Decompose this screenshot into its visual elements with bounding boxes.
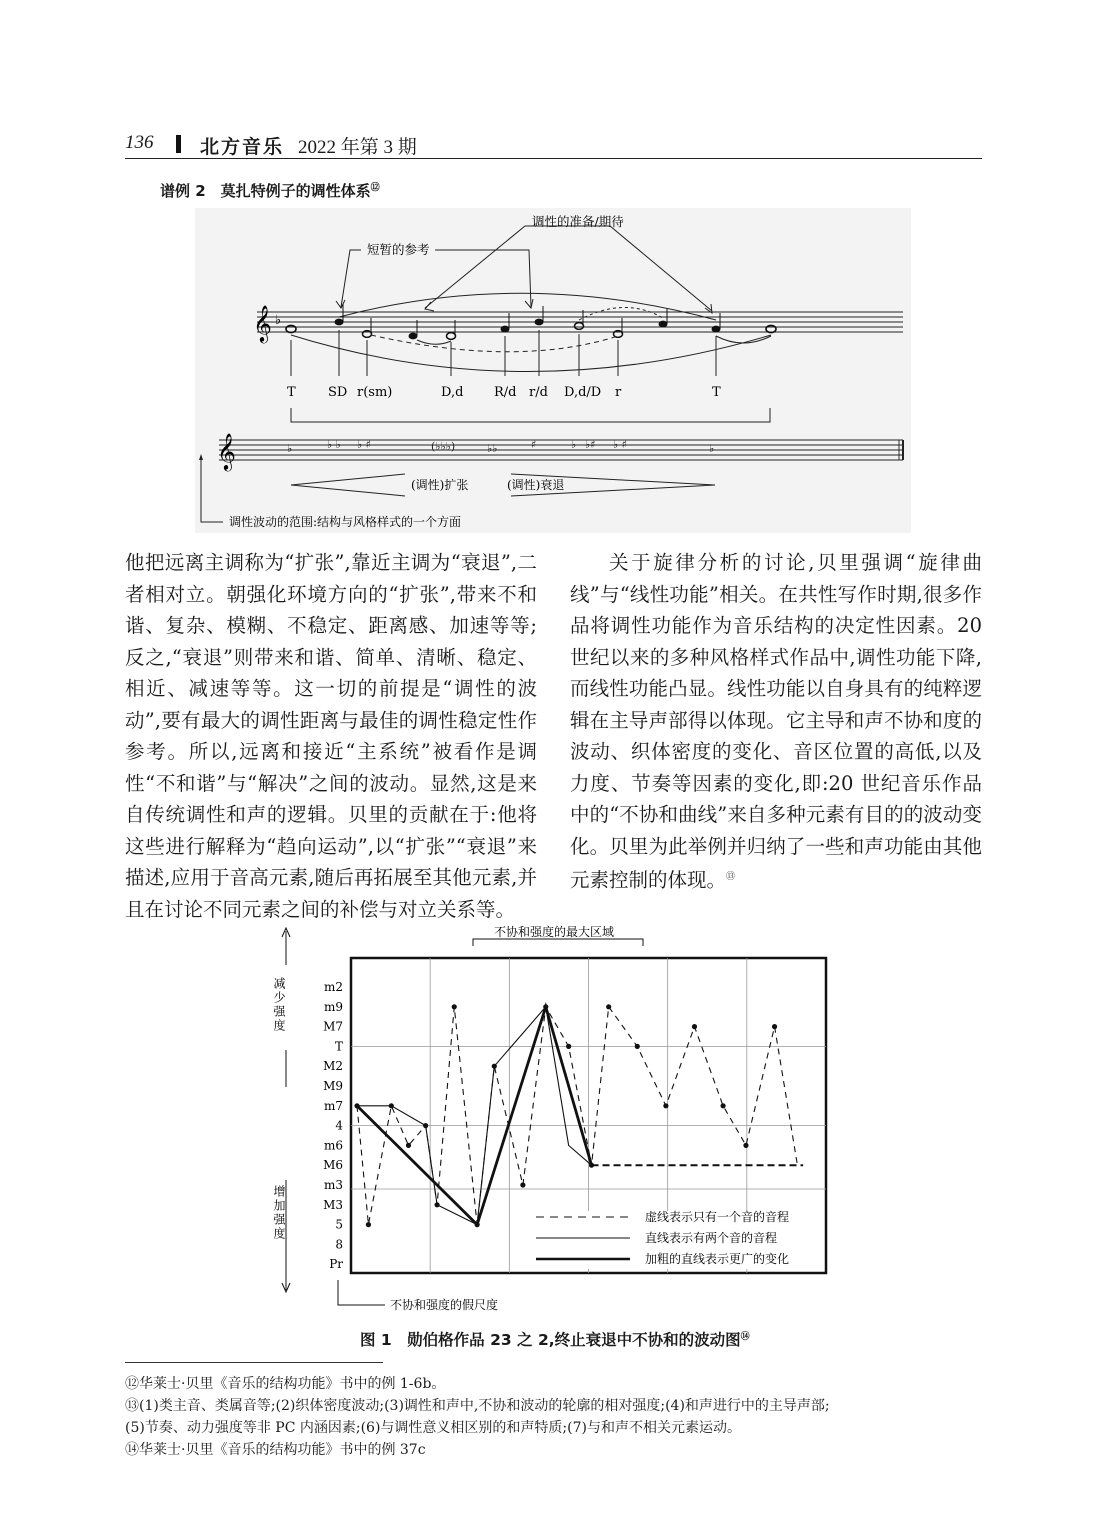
svg-text:♭: ♭ [571,438,577,451]
y-tick-label: M7 [323,1019,343,1034]
function-label: r [615,385,622,400]
data-point [452,1004,457,1009]
y-tick-label: M6 [323,1158,343,1173]
function-label: r(sm) [357,385,393,400]
example-caption-text: 谱例 2 莫扎特例子的调性体系 [160,182,371,200]
function-label: T [712,385,721,400]
footnote: ⑬(1)类主音、类属音等;(2)织体密度波动;(3)调性和声中,不协和波动的轮廓的相对强度;(4)和声进行中的主导声部; [125,1398,830,1414]
figure-caption-text: 图 1 勋伯格作品 23 之 2,终止衰退中不协和的波动图 [360,1331,741,1349]
y-tick-label: m9 [323,999,343,1014]
data-point [366,1222,371,1227]
y-tick-label: 8 [335,1237,343,1252]
chart-pseudo-scale-label: 不协和强度的假尺度 [390,1298,499,1312]
issue-label: 2022 年第 3 期 [298,137,417,158]
dissonance-chart [270,915,850,1325]
legend-solid: 直线表示有两个音的音程 [645,1231,778,1245]
label-expansion: (调性)扩张 [411,478,469,492]
legend-dashed: 虚线表示只有一个音的音程 [645,1210,790,1224]
function-label: D,d [441,385,464,400]
data-point [720,1103,725,1108]
footnote: (5)节奏、动力强度等非 PC 内涵因素;(6)与调性意义相区别的和声特质;(7)与和声不相关元素运动。 [125,1420,741,1436]
svg-text:♭ ♯: ♭ ♯ [613,438,628,451]
y-tick-label: 5 [335,1217,343,1232]
body-column-left [125,547,537,925]
y-tick-label: m2 [323,980,343,994]
flat-icon: ♭ [275,313,282,328]
y-tick-label: T [334,1039,343,1054]
label-brief-ref: 短暂的参考 [367,242,430,257]
function-label: R/d [494,385,517,400]
svg-text:♭: ♭ [287,442,293,455]
y-tick-label: m6 [323,1138,343,1153]
body-paragraph-text: 关于旋律分析的讨论,贝里强调“旋律曲线”与“线性功能”相关。在共性写作时期,很多作品将调性功能作为音乐结构的决定性因素。20 世纪以来的多种风格样式作品中,调性功能下降,而线性功能凸显。线性功能以自身具有的纯粹逻辑在主导声部得以体现。它主导和声不协和度的波动、织体密度的变化、音区位置的高低,以及力度、节奏等因素的变化,即:20 世纪音乐作品中的“不协和曲线”来自多种元素有目的的波动变化。贝里为此举例并归纳了一些和声功能由其他元素控制的体现。 [570,551,982,892]
footnote: ⑭华莱士·贝里《音乐的结构功能》书中的例 37c [125,1442,426,1458]
treble-clef-icon: 𝄞 [253,304,272,342]
svg-text:(♭♭♭): (♭♭♭) [431,440,456,453]
header-rule [125,158,982,159]
svg-text:♭ ♭: ♭ ♭ [327,438,341,451]
legend-bold: 加粗的直线表示更广的变化 [645,1252,790,1266]
figure-caption [360,1328,750,1350]
data-point [520,1182,525,1187]
label-recession: (调性)衰退 [507,478,565,492]
footnote-ref: ⑬ [726,872,736,882]
data-point [772,1024,777,1029]
data-point [663,1103,668,1108]
body-paragraph [570,547,982,896]
svg-text:♭: ♭ [709,442,715,455]
y-tick-label: Pr [329,1257,343,1272]
chart-max-zone-label: 不协和强度的最大区域 [494,925,615,939]
chart-decrease-label: 减少强度 [272,977,286,1033]
footnote: ⑫华莱士·贝里《音乐的结构功能》书中的例 1-6b。 [125,1376,446,1392]
body-column-right [570,547,982,896]
svg-text:♯: ♯ [531,438,537,451]
data-point [566,1044,571,1049]
data-point [635,1044,640,1049]
score-figure [195,208,911,533]
y-tick-label: M9 [323,1079,343,1093]
header-divider [176,135,181,153]
svg-text:♭♯: ♭♯ [585,438,596,451]
y-tick-label: 4 [335,1118,343,1133]
data-point [692,1024,697,1029]
function-label: D,d/D [564,385,602,400]
function-label: T [287,385,296,400]
function-label: r/d [529,385,548,400]
data-point [406,1143,411,1148]
y-tick-label: m7 [323,1098,343,1113]
svg-text:♭ ♯: ♭ ♯ [357,438,372,451]
data-point [606,1004,611,1009]
page-number: 136 [125,132,154,153]
chart-increase-label: 增加强度 [272,1185,286,1241]
data-point [743,1143,748,1148]
label-range-note: 调性波动的范围:结构与风格样式的一个方面 [229,515,462,529]
function-label: SD [328,385,348,400]
y-tick-label: M3 [323,1197,343,1212]
footnote-rule [125,1362,383,1363]
journal-title: 北方音乐 [200,136,285,158]
y-tick-label: m3 [323,1178,343,1192]
example-caption [160,180,380,201]
figure-caption-note: ⑭ [740,1331,750,1342]
y-tick-label: M2 [323,1059,343,1074]
body-paragraph: 他把远离主调称为“扩张”,靠近主调为“衰退”,二者相对立。朝强化环境方向的“扩张”,带来不和谐、复杂、模糊、不稳定、距离感、加速等等;反之,“衰退”则带来和谐、简单、清晰、稳定、相近、减速等等。这一切的前提是“调性的波动”,要有最大的调性距离与最佳的调性稳定性作参考。所以,远离和接近“主系统”被看作是调性“不和谐”与“解决”之间的波动。显然,这是来自传统调性和声的逻辑。贝里的贡献在于:他将这些进行解释为“趋向运动”,以“扩张”“衰退”来描述,应用于音高元素,随后再拓展至其他元素,并且在讨论不同元素之间的补偿与对立关系等。 [125,551,537,921]
svg-text:♭♭: ♭♭ [487,442,498,455]
label-prep: 调性的准备/期待 [532,214,624,229]
treble-clef-icon: 𝄞 [217,432,236,470]
example-caption-note: ⑫ [370,183,380,193]
